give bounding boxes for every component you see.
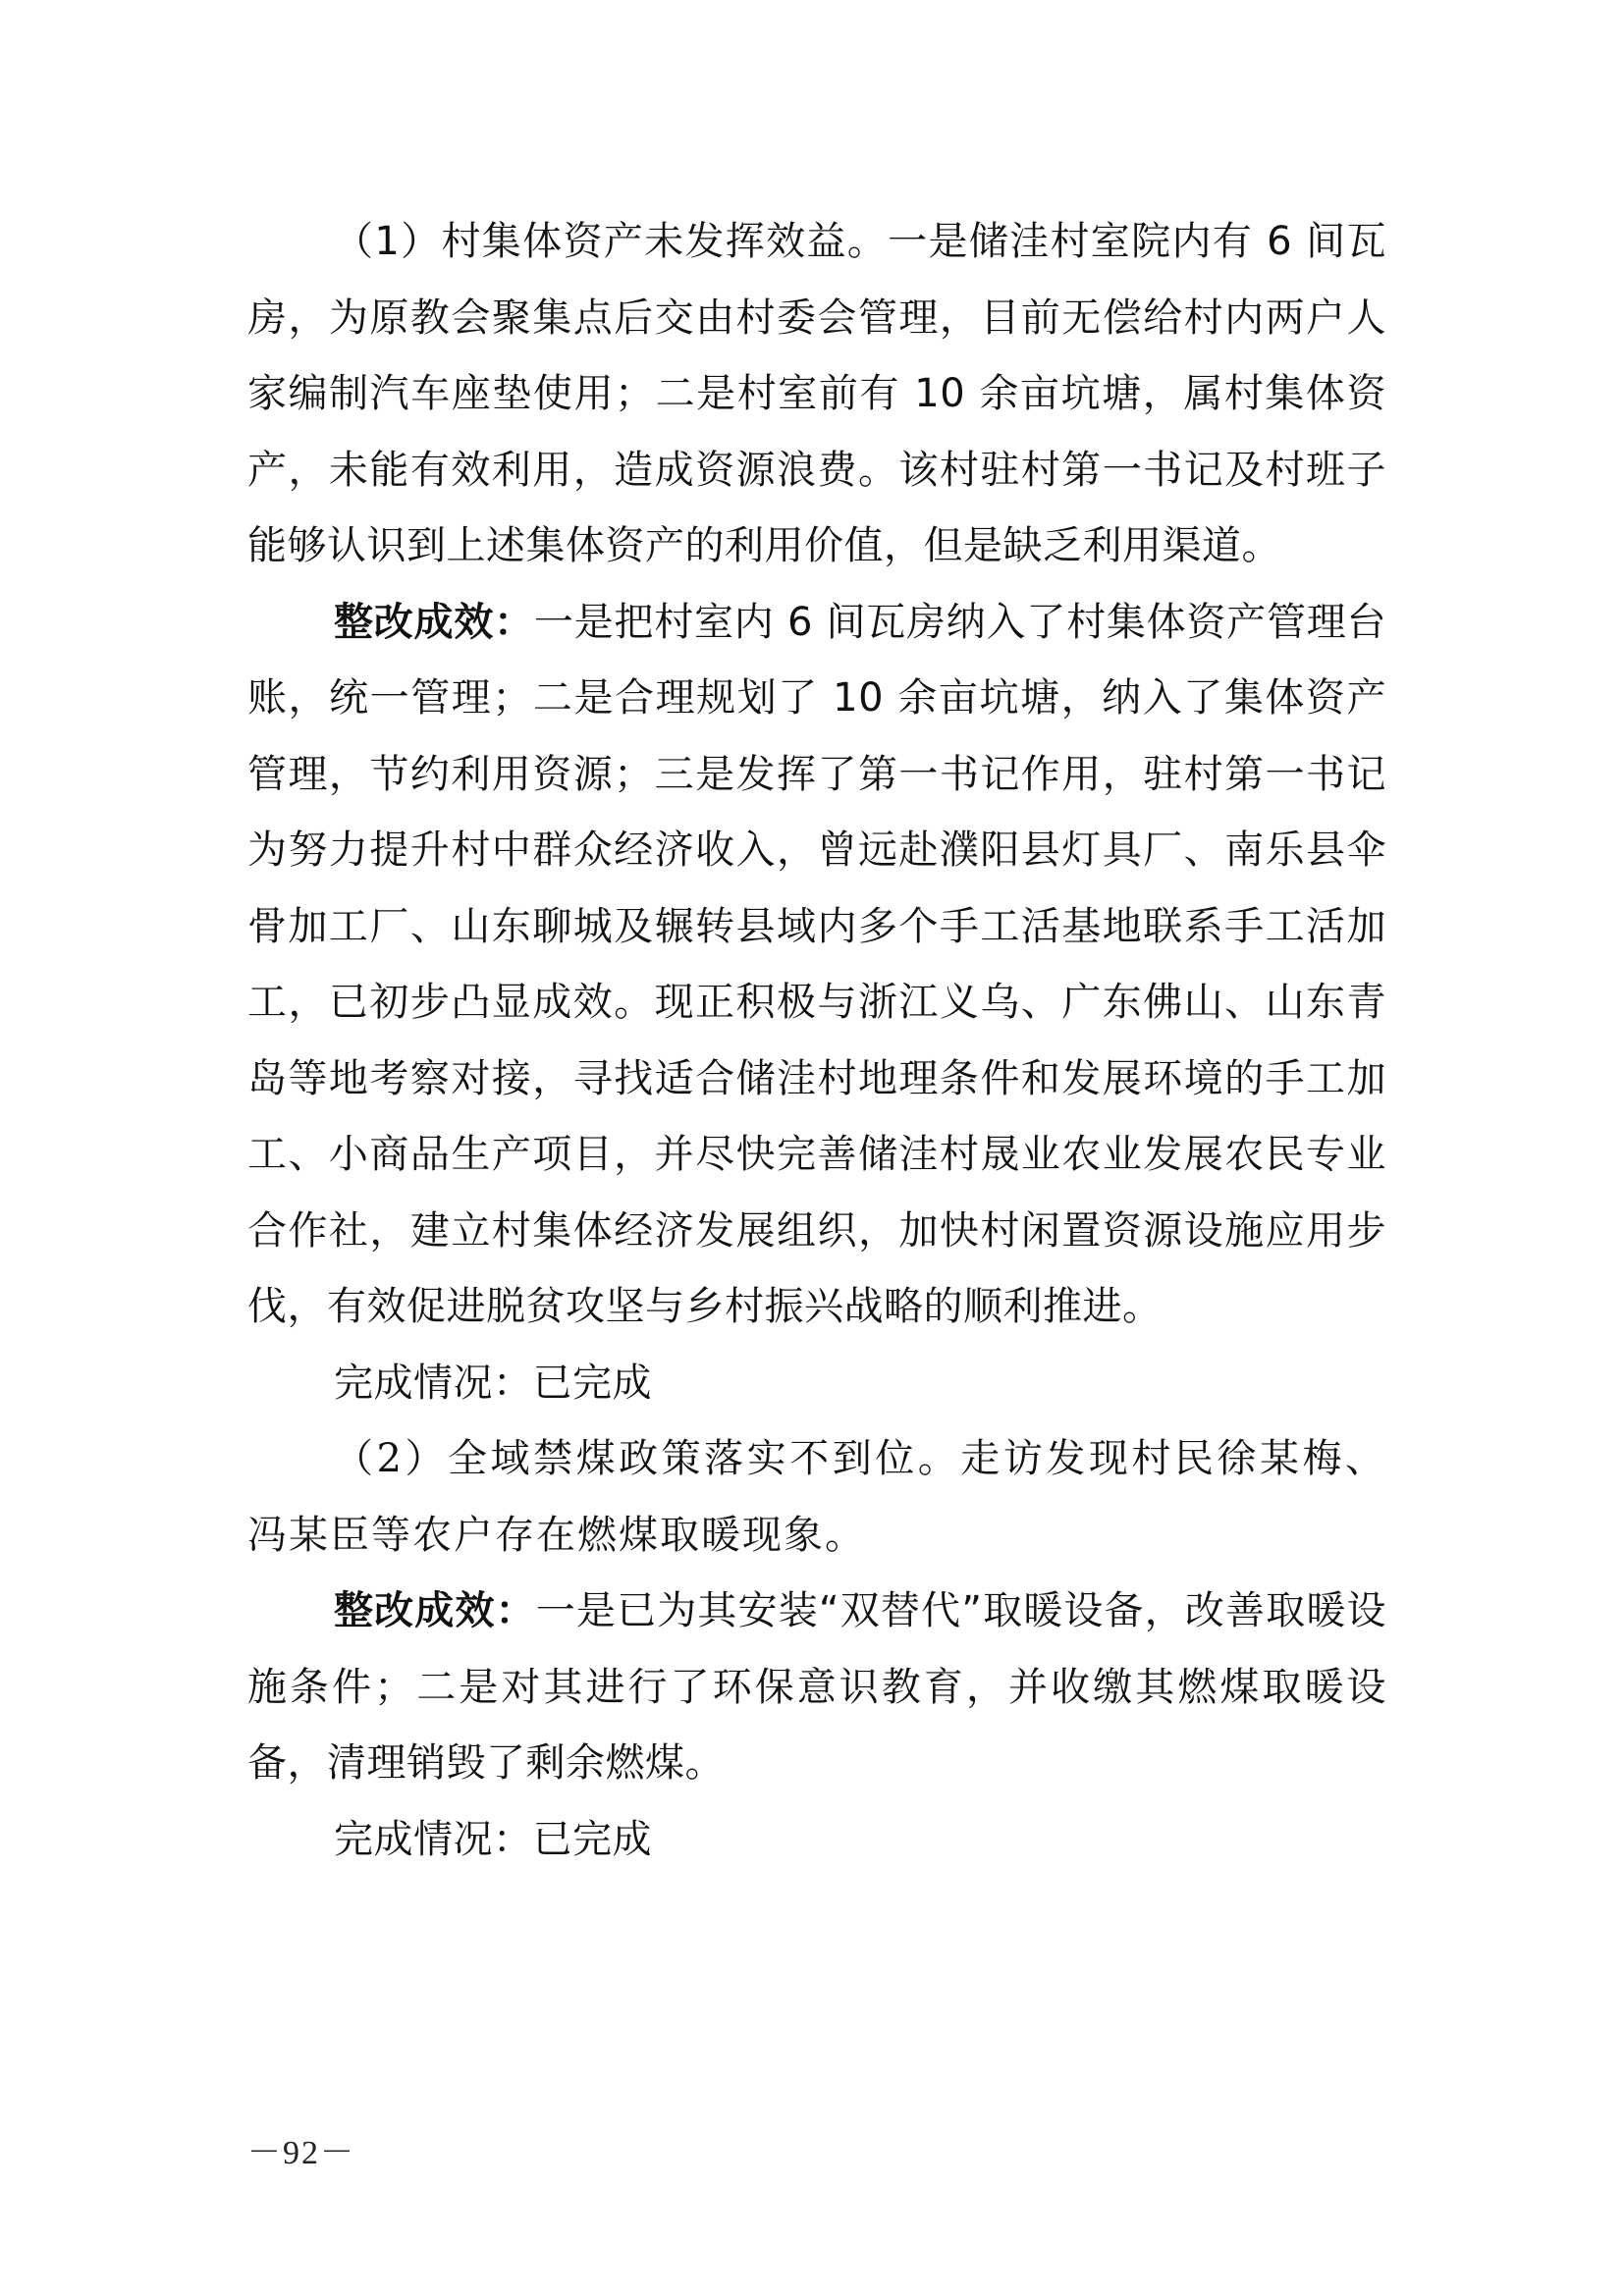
paragraph-problem-1	[247, 204, 1386, 585]
paragraph-status-1	[247, 1346, 1386, 1422]
paragraph-text: 一是把村室内 6 间瓦房纳入了村集体资产管理台账，统一管理；二是合理规划了 10 余亩坑塘，纳入了集体资产管理，节约利用资源；三是发挥了第一书记作用，驻村第一书记为努力提升村中群众经济收入，曾远赴濮阳县灯具厂、南乐县伞骨加工厂、山东聊城及辗转县域内多个手工活基地联系手工活加工，已初步凸显成效。现正积极与浙江义乌、广东佛山、山东青岛等地考察对接，寻找适合储洼村地理条件和发展环境的手工加工、小商品生产项目，并尽快完善储洼村晟业农业发展农民专业合作社，建立村集体经济发展组织，加快村闲置资源设施应用步伐，有效促进脱贫攻坚与乡村振兴战略的顺利推进。	[247, 599, 1386, 1329]
completion-status: 完成情况：已完成	[334, 1360, 652, 1406]
paragraph-problem-2	[247, 1421, 1386, 1574]
rectification-lead: 整改成效：	[334, 599, 534, 645]
paragraph-text: 一是已为其安装“双替代”取暖设备，改善取暖设施条件；二是对其进行了环保意识教育，并收缴其燃煤取暖设备，清理销毁了剩余燃煤。	[247, 1588, 1386, 1786]
paragraph-rectification-1	[247, 585, 1386, 1346]
rectification-lead: 整改成效：	[334, 1588, 536, 1633]
paragraph-status-2	[247, 1802, 1386, 1879]
document-body	[247, 204, 1386, 1878]
page-number: －92－	[247, 2135, 355, 2171]
completion-status: 完成情况：已完成	[334, 1816, 652, 1862]
paragraph-text: （2）全域禁煤政策落实不到位。走访发现村民徐某梅、冯某臣等农户存在燃煤取暖现象。	[247, 1436, 1386, 1558]
paragraph-rectification-2	[247, 1574, 1386, 1802]
paragraph-text: （1）村集体资产未发挥效益。一是储洼村室院内有 6 间瓦房，为原教会聚集点后交由村委会管理，目前无偿给村内两户人家编制汽车座垫使用；二是村室前有 10 余亩坑塘，属村集体资产，未能有效利用，造成资源浪费。该村驻村第一书记及村班子能够认识到上述集体资产的利用价值，但是缺乏利用渠道。	[247, 219, 1386, 568]
